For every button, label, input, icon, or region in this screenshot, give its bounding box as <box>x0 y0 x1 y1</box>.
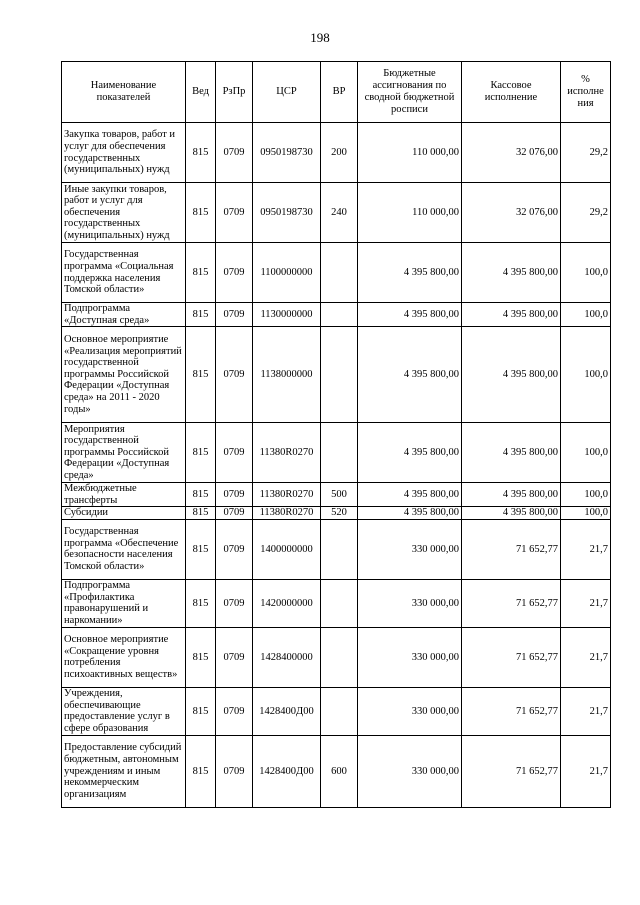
cell-name: Основное мероприятие «Реализация мероприятий государственной программы Российской Федерации «Доступная среда» на 2011 - 2020 годы» <box>62 327 186 423</box>
table-row <box>62 243 611 303</box>
cell-name: Иные закупки товаров, работ и услуг для обеспечения государственных (муниципальных) нужд <box>62 183 186 243</box>
table-row <box>62 423 611 483</box>
cell-percent: 21,7 <box>561 519 611 579</box>
cell-vr <box>321 327 358 423</box>
cell-assignments: 4 395 800,00 <box>358 243 462 303</box>
cell-rzpr: 0709 <box>216 507 253 520</box>
cell-csr: 1428400Д00 <box>253 735 321 807</box>
cell-csr: 1420000000 <box>253 579 321 627</box>
cell-csr: 11380R0270 <box>253 483 321 507</box>
cell-rzpr: 0709 <box>216 519 253 579</box>
cell-vr <box>321 243 358 303</box>
cell-rzpr: 0709 <box>216 579 253 627</box>
header-name: Наименование показателей <box>62 62 186 123</box>
cell-ved: 815 <box>186 735 216 807</box>
cell-cash-execution: 4 395 800,00 <box>462 327 561 423</box>
cell-csr: 0950198730 <box>253 123 321 183</box>
cell-assignments: 330 000,00 <box>358 627 462 687</box>
table-row <box>62 519 611 579</box>
cell-rzpr: 0709 <box>216 303 253 327</box>
cell-ved: 815 <box>186 687 216 735</box>
cell-assignments: 4 395 800,00 <box>358 423 462 483</box>
cell-percent: 100,0 <box>561 243 611 303</box>
cell-assignments: 4 395 800,00 <box>358 327 462 423</box>
cell-percent: 29,2 <box>561 123 611 183</box>
cell-rzpr: 0709 <box>216 627 253 687</box>
cell-name: Государственная программа «Обеспечение безопасности населения Томской области» <box>62 519 186 579</box>
cell-ved: 815 <box>186 327 216 423</box>
cell-vr: 520 <box>321 507 358 520</box>
cell-percent: 29,2 <box>561 183 611 243</box>
cell-percent: 21,7 <box>561 735 611 807</box>
header-cash-execution: Кассовое исполнение <box>462 62 561 123</box>
table-row <box>62 483 611 507</box>
table-row <box>62 123 611 183</box>
cell-cash-execution: 32 076,00 <box>462 123 561 183</box>
cell-csr: 1100000000 <box>253 243 321 303</box>
cell-ved: 815 <box>186 123 216 183</box>
cell-cash-execution: 4 395 800,00 <box>462 483 561 507</box>
cell-name: Закупка товаров, работ и услуг для обеспечения государственных (муниципальных) нужд <box>62 123 186 183</box>
cell-name: Подпрограмма «Профилактика правонарушений и наркомании» <box>62 579 186 627</box>
table-row <box>62 627 611 687</box>
cell-csr: 1130000000 <box>253 303 321 327</box>
cell-ved: 815 <box>186 579 216 627</box>
cell-rzpr: 0709 <box>216 183 253 243</box>
cell-rzpr: 0709 <box>216 423 253 483</box>
cell-percent: 21,7 <box>561 579 611 627</box>
cell-assignments: 4 395 800,00 <box>358 507 462 520</box>
cell-rzpr: 0709 <box>216 243 253 303</box>
cell-percent: 100,0 <box>561 327 611 423</box>
cell-ved: 815 <box>186 483 216 507</box>
table-row <box>62 579 611 627</box>
cell-vr: 240 <box>321 183 358 243</box>
cell-csr: 1138000000 <box>253 327 321 423</box>
header-csr: ЦСР <box>253 62 321 123</box>
cell-vr <box>321 687 358 735</box>
cell-name: Основное мероприятие «Сокращение уровня потребления психоактивных веществ» <box>62 627 186 687</box>
cell-vr: 500 <box>321 483 358 507</box>
cell-name: Государственная программа «Социальная поддержка населения Томской области» <box>62 243 186 303</box>
cell-csr: 0950198730 <box>253 183 321 243</box>
cell-percent: 100,0 <box>561 303 611 327</box>
cell-csr: 11380R0270 <box>253 423 321 483</box>
cell-percent: 100,0 <box>561 423 611 483</box>
cell-cash-execution: 71 652,77 <box>462 579 561 627</box>
cell-ved: 815 <box>186 243 216 303</box>
cell-ved: 815 <box>186 519 216 579</box>
cell-ved: 815 <box>186 183 216 243</box>
cell-csr: 1428400000 <box>253 627 321 687</box>
cell-cash-execution: 71 652,77 <box>462 627 561 687</box>
cell-ved: 815 <box>186 507 216 520</box>
cell-ved: 815 <box>186 627 216 687</box>
cell-name: Мероприятия государственной программы Российской Федерации «Доступная среда» <box>62 423 186 483</box>
cell-name: Подпрограмма «Доступная среда» <box>62 303 186 327</box>
cell-percent: 100,0 <box>561 507 611 520</box>
cell-rzpr: 0709 <box>216 123 253 183</box>
cell-cash-execution: 4 395 800,00 <box>462 243 561 303</box>
cell-name: Предоставление субсидий бюджетным, автономным учреждениям и иным некоммерческим организациям <box>62 735 186 807</box>
cell-csr: 11380R0270 <box>253 507 321 520</box>
cell-vr <box>321 627 358 687</box>
cell-percent: 21,7 <box>561 687 611 735</box>
cell-assignments: 330 000,00 <box>358 519 462 579</box>
cell-rzpr: 0709 <box>216 327 253 423</box>
cell-csr: 1400000000 <box>253 519 321 579</box>
cell-assignments: 330 000,00 <box>358 579 462 627</box>
budget-table <box>61 61 611 808</box>
cell-cash-execution: 4 395 800,00 <box>462 303 561 327</box>
cell-vr <box>321 423 358 483</box>
cell-assignments: 4 395 800,00 <box>358 303 462 327</box>
cell-assignments: 330 000,00 <box>358 735 462 807</box>
cell-cash-execution: 4 395 800,00 <box>462 507 561 520</box>
cell-cash-execution: 71 652,77 <box>462 735 561 807</box>
cell-ved: 815 <box>186 423 216 483</box>
cell-ved: 815 <box>186 303 216 327</box>
cell-csr: 1428400Д00 <box>253 687 321 735</box>
cell-cash-execution: 71 652,77 <box>462 687 561 735</box>
cell-name: Межбюджетные трансферты <box>62 483 186 507</box>
cell-assignments: 330 000,00 <box>358 687 462 735</box>
header-vr: ВР <box>321 62 358 123</box>
table-row <box>62 507 611 520</box>
header-ved: Вед <box>186 62 216 123</box>
cell-name: Учреждения, обеспечивающие предоставление услуг в сфере образования <box>62 687 186 735</box>
cell-vr: 600 <box>321 735 358 807</box>
cell-percent: 100,0 <box>561 483 611 507</box>
cell-rzpr: 0709 <box>216 687 253 735</box>
table-row <box>62 303 611 327</box>
cell-rzpr: 0709 <box>216 735 253 807</box>
header-percent: % исполне ния <box>561 62 611 123</box>
cell-rzpr: 0709 <box>216 483 253 507</box>
table-header-row <box>62 62 611 123</box>
header-assignments: Бюджетные ассигнования по сводной бюджетной росписи <box>358 62 462 123</box>
page-number: 198 <box>310 30 330 45</box>
cell-name: Субсидии <box>62 507 186 520</box>
cell-cash-execution: 32 076,00 <box>462 183 561 243</box>
header-rzpr: РзПр <box>216 62 253 123</box>
cell-cash-execution: 4 395 800,00 <box>462 423 561 483</box>
cell-vr <box>321 579 358 627</box>
cell-vr <box>321 519 358 579</box>
cell-assignments: 110 000,00 <box>358 123 462 183</box>
table-row <box>62 183 611 243</box>
cell-percent: 21,7 <box>561 627 611 687</box>
cell-assignments: 4 395 800,00 <box>358 483 462 507</box>
cell-vr <box>321 303 358 327</box>
table-row <box>62 687 611 735</box>
cell-vr: 200 <box>321 123 358 183</box>
cell-assignments: 110 000,00 <box>358 183 462 243</box>
cell-cash-execution: 71 652,77 <box>462 519 561 579</box>
table-row <box>62 735 611 807</box>
table-row <box>62 327 611 423</box>
